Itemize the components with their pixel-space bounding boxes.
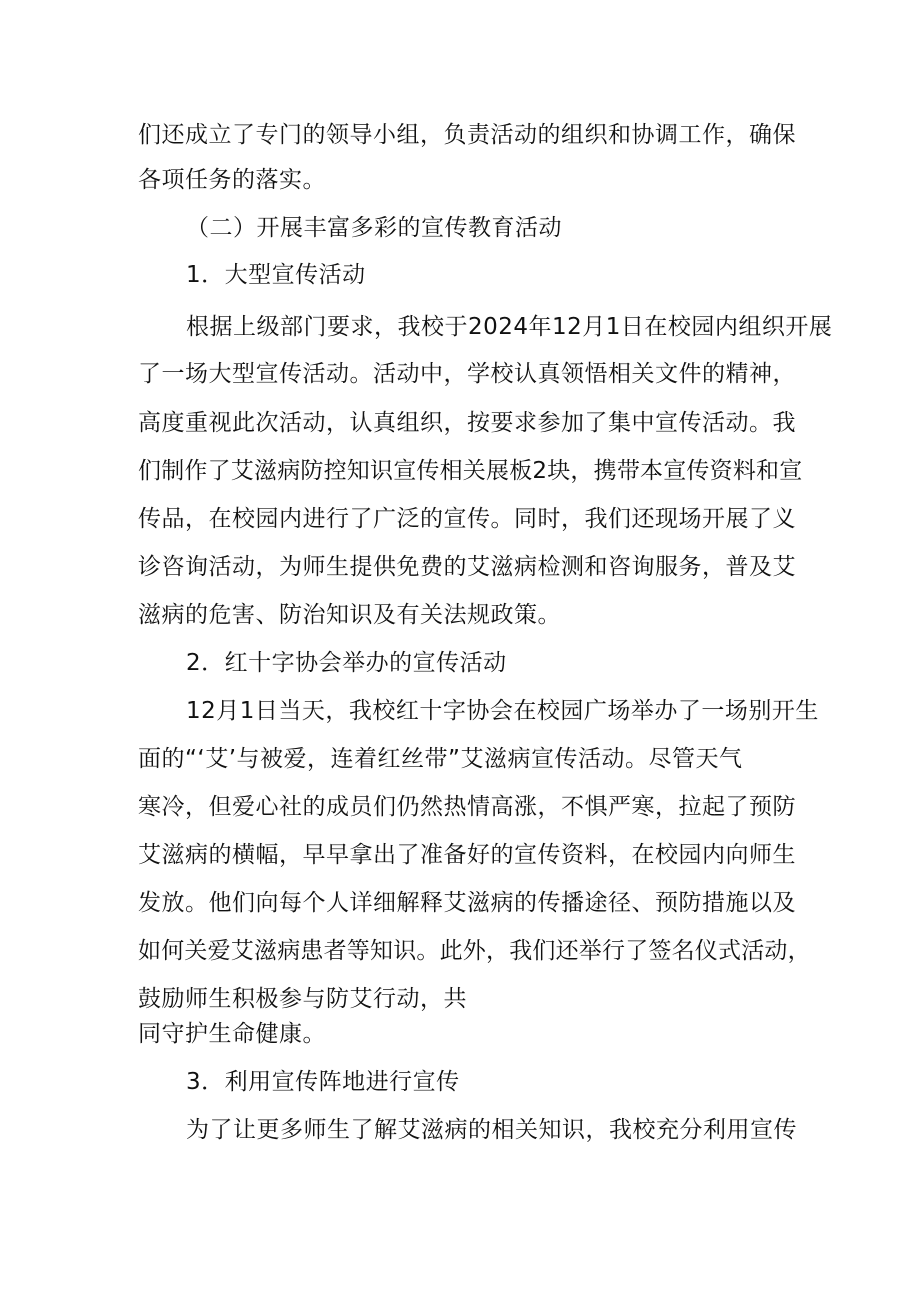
text-line: 根据上级部门要求，我校于2024年12月1日在校园内组织开展 bbox=[186, 314, 833, 340]
subsection-heading: 3．利用宣传阵地进行宣传 bbox=[186, 1069, 460, 1095]
section-heading: （二）开展丰富多彩的宣传教育活动 bbox=[186, 215, 562, 241]
text-line: 滋病的危害、防治知识及有关法规政策。 bbox=[138, 602, 561, 628]
text-line: 12月1日当天，我校红十字协会在校园广场举办了一场别开生 bbox=[186, 698, 819, 724]
text-line: 同守护生命健康。 bbox=[138, 1021, 326, 1047]
text-line: 艾滋病的横幅，早早拿出了准备好的宣传资料，在校园内向师生 bbox=[138, 842, 796, 868]
subsection-heading: 2．红十字协会举办的宣传活动 bbox=[186, 650, 507, 676]
text-line: 们还成立了专门的领导小组，负责活动的组织和协调工作，确保 bbox=[138, 122, 796, 148]
text-line: 了一场大型宣传活动。活动中，学校认真领悟相关文件的精神， bbox=[138, 361, 796, 387]
text-line: 鼓励师生积极参与防艾行动，共 bbox=[138, 986, 467, 1012]
text-line: 传品，在校园内进行了广泛的宣传。同时，我们还现场开展了义 bbox=[138, 506, 796, 532]
text-line: 高度重视此次活动，认真组织，按要求参加了集中宣传活动。我 bbox=[138, 410, 796, 436]
text-line: 发放。他们向每个人详细解释艾滋病的传播途径、预防措施以及 bbox=[138, 890, 796, 916]
text-line: 如何关爱艾滋病患者等知识。此外，我们还举行了签名仪式活动， bbox=[138, 938, 811, 964]
text-line: 寒冷，但爱心社的成员们仍然热情高涨，不惧严寒，拉起了预防 bbox=[138, 794, 796, 820]
text-line: 各项任务的落实。 bbox=[138, 167, 326, 193]
text-line: 面的“‘艾’与被爱，连着红丝带”艾滋病宣传活动。尽管天气 bbox=[138, 746, 743, 772]
text-line: 诊咨询活动，为师生提供免费的艾滋病检测和咨询服务，普及艾 bbox=[138, 554, 796, 580]
text-line: 们制作了艾滋病防控知识宣传相关展板2块，携带本宣传资料和宣 bbox=[138, 458, 803, 484]
subsection-heading: 1．大型宣传活动 bbox=[186, 262, 366, 288]
text-line: 为了让更多师生了解艾滋病的相关知识，我校充分利用宣传 bbox=[186, 1117, 797, 1143]
